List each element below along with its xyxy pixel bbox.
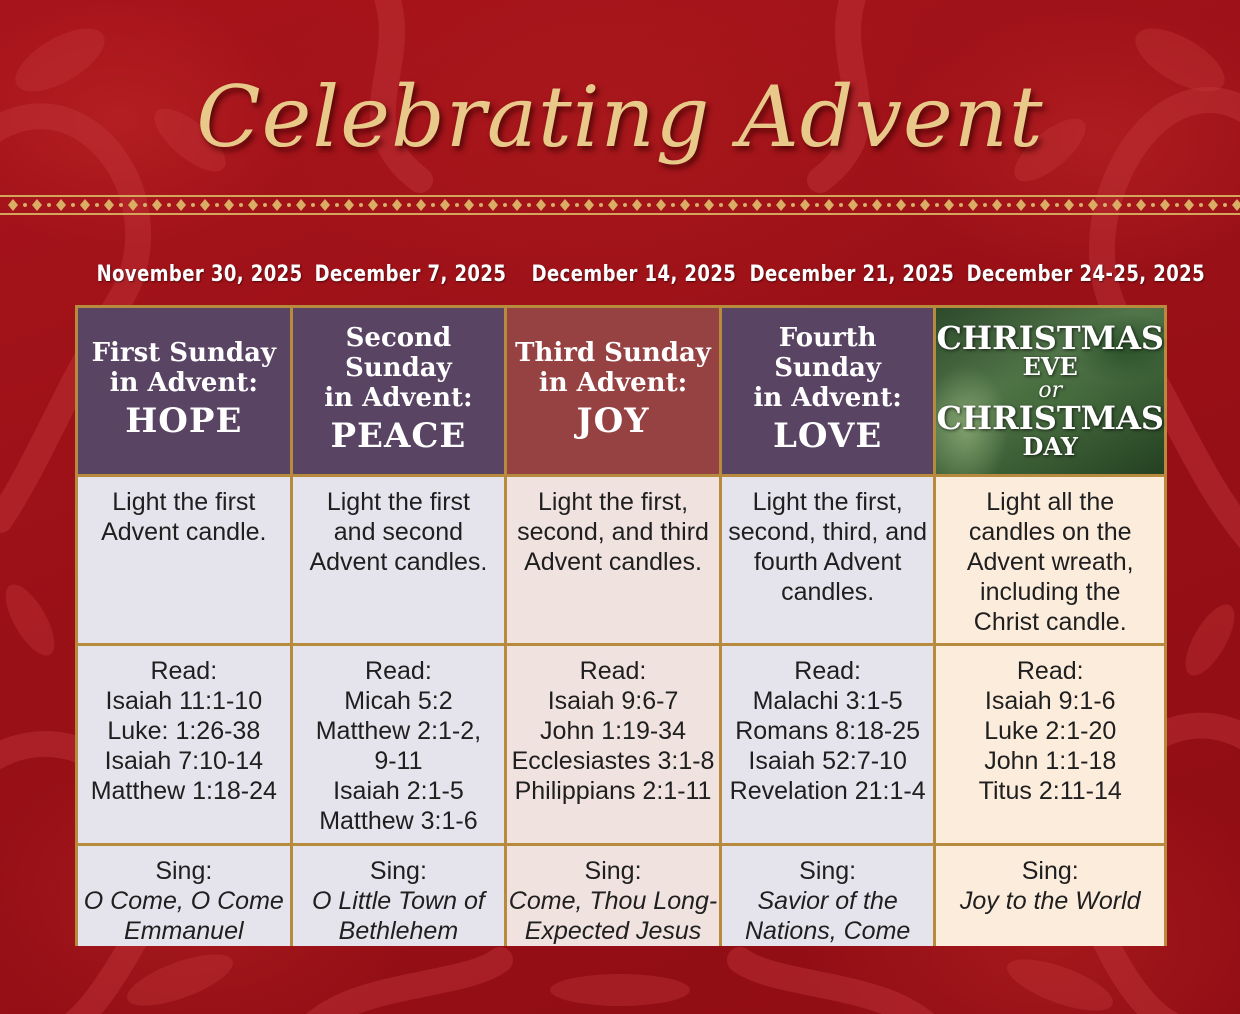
ornament-dot [1175, 203, 1179, 207]
song-title-line: O Little Town of [312, 887, 485, 915]
ornament-motif [728, 199, 738, 211]
heading-peace [293, 308, 505, 474]
theme-label: HOPE [125, 401, 243, 441]
heading-christmas-2: CHRISTMAS [936, 399, 1164, 437]
ornament-dot [551, 203, 555, 207]
page-title: Celebrating Advent [196, 68, 1044, 166]
ornament-dot [1223, 203, 1227, 207]
light-instructions-joy [507, 477, 719, 643]
song-title-line: Joy to the World [959, 887, 1141, 915]
ornament-motif [752, 199, 762, 211]
date-christmas: December 24-25, 2025 [966, 262, 1206, 287]
light-line: Christ candle. [973, 608, 1127, 636]
heading-love [722, 308, 934, 474]
date-week-2: December 7, 2025 [314, 262, 506, 287]
heading-hope [78, 308, 290, 474]
ornament-motif [944, 199, 954, 211]
heading-line2: in Advent: [538, 368, 688, 398]
ornament-dot [1103, 203, 1107, 207]
heading-line1: Fourth Sunday [774, 323, 881, 383]
ornament-motif [608, 199, 618, 211]
ornament-motif [440, 199, 450, 211]
readings-joy [507, 646, 719, 843]
song-title-line: Savior of the [757, 887, 898, 915]
ornament-dot [455, 203, 459, 207]
ornament-dot [743, 203, 747, 207]
reading: Luke 2:1-20 [984, 717, 1117, 745]
ornamental-border [0, 194, 1240, 216]
sing-label: Sing: [584, 857, 642, 885]
ornament-motif [272, 199, 282, 211]
advent-table [75, 305, 1167, 946]
ornament-dot [575, 203, 579, 207]
ornament-dot [215, 203, 219, 207]
ornament-motif [920, 199, 930, 211]
song-title-line: Nations, Come [744, 917, 911, 945]
heading-joy [507, 308, 719, 474]
readings-love [722, 646, 934, 843]
light-line: Light the first [326, 488, 470, 516]
reading: Matthew 2:1-2, [315, 717, 482, 745]
ornament-motif [392, 199, 402, 211]
song-love [722, 846, 934, 946]
heading-line1: Second Sunday [345, 323, 452, 383]
ornament-dot [407, 203, 411, 207]
song-title-line: Emmanuel [124, 917, 244, 945]
ornament-motif [416, 199, 426, 211]
ornament-dot [695, 203, 699, 207]
ornament-motif [632, 199, 642, 211]
ornament-motif [56, 199, 66, 211]
light-instructions-christmas [936, 477, 1164, 643]
ornament-dot [671, 203, 675, 207]
theme-label: PEACE [330, 416, 467, 456]
ornament-dot [167, 203, 171, 207]
ornament-motif [1064, 199, 1074, 211]
ornament-dot [383, 203, 387, 207]
readings-peace [293, 646, 505, 843]
heading-eve: EVE [1022, 352, 1078, 381]
reading: Isaiah 9:6-7 [547, 687, 679, 715]
light-line: Light all the [986, 488, 1115, 516]
ornament-dot [23, 203, 27, 207]
reading: Micah 5:2 [344, 687, 453, 715]
song-title-line: Expected Jesus [524, 917, 702, 945]
ornament-motif [296, 199, 306, 211]
ornament-dot [935, 203, 939, 207]
reading: Romans 8:18-25 [735, 717, 921, 745]
ornament-motif [968, 199, 978, 211]
heading-or: or [1038, 378, 1063, 403]
ornament-dot [623, 203, 627, 207]
ornament-motif [848, 199, 858, 211]
ornament-motif [800, 199, 810, 211]
ornament-motif [80, 199, 90, 211]
ornament-motif [368, 199, 378, 211]
read-label: Read: [150, 657, 218, 685]
ornament-dot [1199, 203, 1203, 207]
light-line: including the [980, 578, 1121, 606]
ornament-motif [248, 199, 258, 211]
reading: Isaiah 2:1-5 [333, 777, 464, 805]
ornament-dot [1007, 203, 1011, 207]
date-week-3: December 14, 2025 [531, 262, 737, 287]
reading: Isaiah 7:10-14 [104, 747, 264, 775]
sing-label: Sing: [369, 857, 427, 885]
date-week-4: December 21, 2025 [749, 262, 955, 287]
ornament-dot [1151, 203, 1155, 207]
ornament-motif [488, 199, 498, 211]
ornament-dot [71, 203, 75, 207]
sing-label: Sing: [799, 857, 857, 885]
light-line: candles on the [968, 518, 1132, 546]
light-line: candles. [781, 578, 875, 606]
reading: Matthew 3:1-6 [319, 807, 478, 835]
ornament-motif [464, 199, 474, 211]
ornament-dot [1031, 203, 1035, 207]
light-line: and second [333, 518, 464, 546]
reading: Philippians 2:1-11 [514, 777, 712, 805]
ornament-dot [863, 203, 867, 207]
reading: 9-11 [374, 747, 423, 775]
ornament-motif [584, 199, 594, 211]
ornament-dot [959, 203, 963, 207]
light-line: Advent candles. [309, 548, 488, 576]
heading-line2: in Advent: [324, 383, 473, 413]
heading-christmas [936, 308, 1164, 474]
heading-line1: First Sunday [91, 338, 277, 368]
heading-line2: in Advent: [753, 383, 902, 413]
ornament-motif [1088, 199, 1098, 211]
date-week-1: November 30, 2025 [96, 262, 303, 287]
ornament-dot [767, 203, 771, 207]
ornament-dot [791, 203, 795, 207]
theme-label: LOVE [773, 416, 883, 456]
ornament-dot [47, 203, 51, 207]
ornament-dot [287, 203, 291, 207]
song-title-line: Come, Thou Long- [508, 887, 718, 915]
light-line: Light the first, [752, 488, 903, 516]
ornament-motif [128, 199, 138, 211]
ornament-dot [263, 203, 267, 207]
ornament-dot [311, 203, 315, 207]
reading: Malachi 3:1-5 [752, 687, 903, 715]
read-label: Read: [1016, 657, 1084, 685]
ornament-dot [1055, 203, 1059, 207]
ornament-motif [200, 199, 210, 211]
sing-label: Sing: [155, 857, 213, 885]
ornament-motif [32, 199, 42, 211]
ornament-dot [431, 203, 435, 207]
ornament-dot [1079, 203, 1083, 207]
ornament-motif [8, 199, 18, 211]
heading-day: DAY [1022, 432, 1078, 461]
light-line: second, and third [517, 518, 709, 546]
song-hope [78, 846, 290, 946]
ornament-dot [119, 203, 123, 207]
light-line: Advent candles. [524, 548, 702, 576]
ornament-motif [1016, 199, 1026, 211]
ornament-motif [512, 199, 522, 211]
light-line: Advent wreath, [966, 548, 1134, 576]
light-line: fourth Advent [753, 548, 902, 576]
reading: Isaiah 52:7-10 [748, 747, 907, 775]
ornament-dot [719, 203, 723, 207]
reading: Titus 2:11-14 [978, 777, 1122, 805]
ornament-motif [1112, 199, 1122, 211]
readings-christmas [936, 646, 1164, 843]
reading: John 1:1-18 [984, 747, 1117, 775]
ornament-motif [992, 199, 1002, 211]
reading: Revelation 21:1-4 [729, 777, 926, 805]
light-line: Light the first, [537, 488, 689, 516]
date-row [77, 262, 1206, 298]
ornament-dot [479, 203, 483, 207]
ornament-motif [656, 199, 666, 211]
reading: Luke: 1:26-38 [107, 717, 261, 745]
ornament-dot [239, 203, 243, 207]
ornament-dot [1127, 203, 1131, 207]
reading: Isaiah 11:1-10 [105, 687, 263, 715]
readings-hope [78, 646, 290, 843]
song-christmas [936, 846, 1164, 946]
ornament-motif [104, 199, 114, 211]
ornament-motif [1184, 199, 1194, 211]
ornament-dot [335, 203, 339, 207]
ornament-dot [503, 203, 507, 207]
light-line: Light the first [112, 488, 256, 516]
ornament-dot [647, 203, 651, 207]
ornament-dot [599, 203, 603, 207]
reading: Ecclesiastes 3:1-8 [511, 747, 715, 775]
light-line: Advent candle. [101, 518, 267, 546]
light-instructions-love [722, 477, 934, 643]
song-peace [293, 846, 505, 946]
ornament-motif [560, 199, 570, 211]
ornament-motif [536, 199, 546, 211]
ornament-dot [143, 203, 147, 207]
light-instructions-hope [78, 477, 290, 643]
ornament-motif [176, 199, 186, 211]
reading: John 1:19-34 [540, 717, 686, 745]
ornament-dot [887, 203, 891, 207]
ornament-dot [359, 203, 363, 207]
ornament-motif [704, 199, 714, 211]
theme-label: JOY [576, 401, 650, 441]
ornament-motif [680, 199, 690, 211]
read-label: Read: [365, 657, 432, 685]
reading: Isaiah 9:1-6 [984, 687, 1116, 715]
ornament-dot [815, 203, 819, 207]
ornament-motif [776, 199, 786, 211]
song-title-line: O Come, O Come [83, 887, 284, 915]
ornament-motif [344, 199, 354, 211]
ornament-motif [1232, 199, 1240, 211]
read-label: Read: [579, 657, 647, 685]
reading: Matthew 1:18-24 [90, 777, 277, 805]
sing-label: Sing: [1021, 857, 1079, 885]
read-label: Read: [794, 657, 861, 685]
heading-christmas-1: CHRISTMAS [936, 319, 1164, 357]
ornament-motif [872, 199, 882, 211]
ornament-dot [983, 203, 987, 207]
song-joy [507, 846, 719, 946]
ornament-dot [191, 203, 195, 207]
ornament-motif [1160, 199, 1170, 211]
heading-line1: Third Sunday [515, 338, 711, 368]
ornament-dot [839, 203, 843, 207]
ornament-motif [1040, 199, 1050, 211]
ornament-motif [152, 199, 162, 211]
ornament-motif [896, 199, 906, 211]
ornament-motif [1136, 199, 1146, 211]
light-instructions-peace [293, 477, 505, 643]
ornament-dot [95, 203, 99, 207]
light-line: second, third, and [728, 518, 928, 546]
ornament-dot [911, 203, 915, 207]
heading-line2: in Advent: [109, 368, 258, 398]
ornament-motif [824, 199, 834, 211]
ornament-motif [320, 199, 330, 211]
ornament-dot [527, 203, 531, 207]
ornament-motif [1208, 199, 1218, 211]
ornament-motif [224, 199, 234, 211]
song-title-line: Bethlehem [338, 917, 459, 945]
